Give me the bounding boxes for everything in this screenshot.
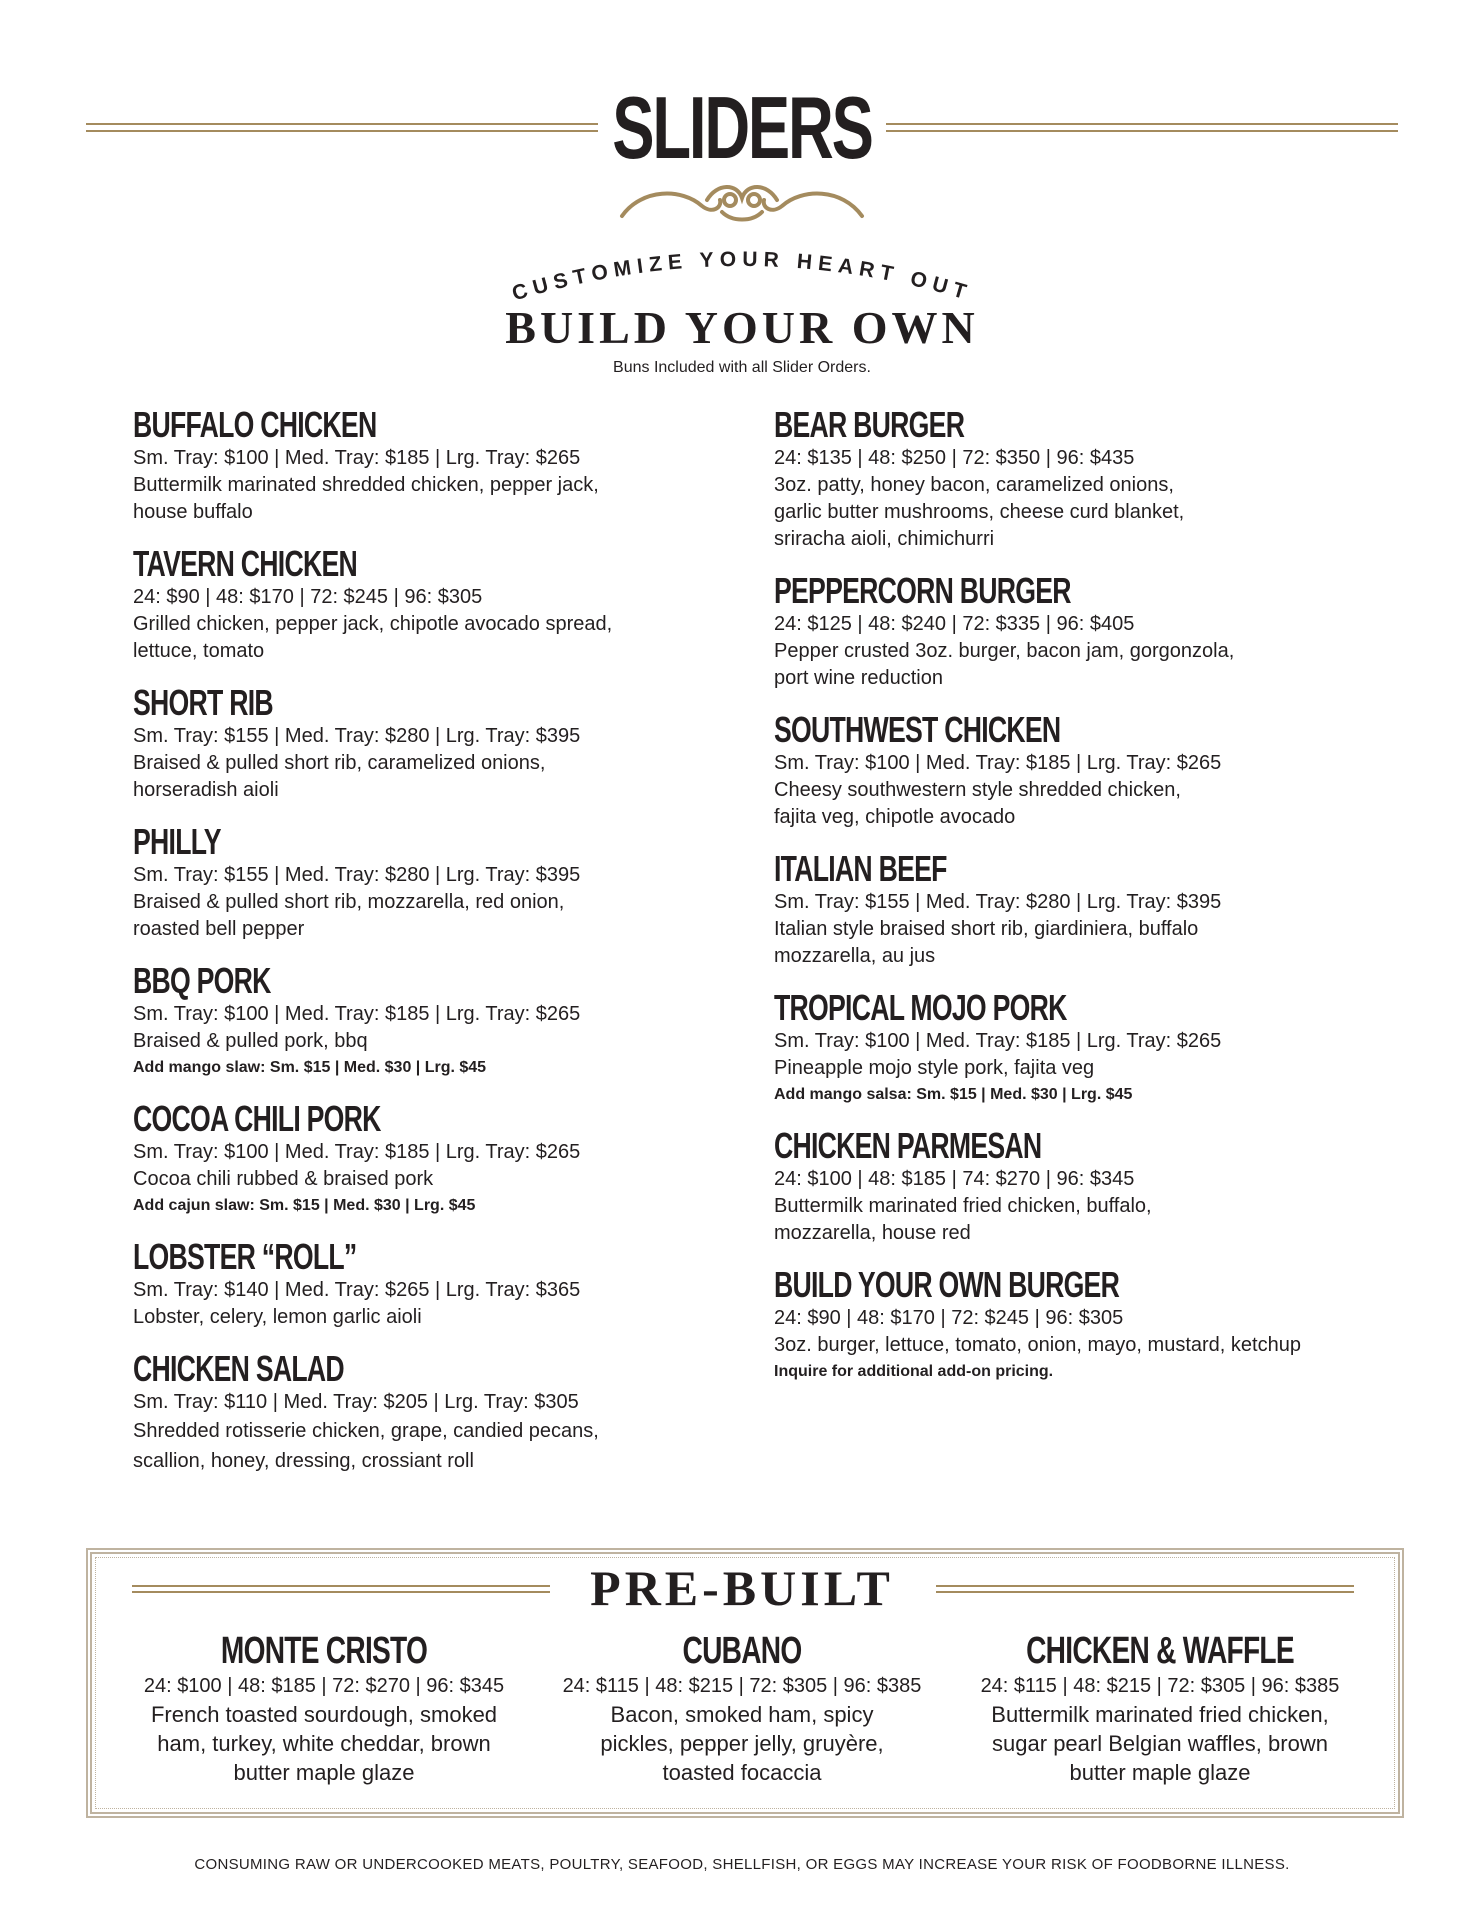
buns-note: Buns Included with all Slider Orders. bbox=[613, 359, 871, 376]
menu-item bbox=[774, 405, 1414, 553]
item-price: Sm. Tray: $100 | Med. Tray: $185 | Lrg. Tray: $265 bbox=[133, 1003, 581, 1025]
item-price: Sm. Tray: $100 | Med. Tray: $185 | Lrg. Tray: $265 bbox=[133, 447, 581, 469]
item-name: TROPICAL MOJO PORK bbox=[774, 987, 1067, 1028]
prebuilt-item bbox=[960, 1630, 1360, 1787]
item-description: Grilled chicken, pepper jack, chipotle avocado spread, lettuce, tomato bbox=[133, 613, 613, 662]
item-description: Lobster, celery, lemon garlic aioli bbox=[133, 1306, 422, 1328]
menu-item bbox=[774, 710, 1414, 831]
item-name: SHORT RIB bbox=[133, 682, 273, 723]
menu-item bbox=[133, 1349, 773, 1476]
menu-item bbox=[133, 405, 773, 526]
item-name: CHICKEN SALAD bbox=[133, 1348, 344, 1389]
item-price: 24: $100 | 48: $185 | 74: $270 | 96: $345 bbox=[774, 1168, 1135, 1190]
item-price: 24: $125 | 48: $240 | 72: $335 | 96: $405 bbox=[774, 613, 1135, 635]
item-price: 24: $135 | 48: $250 | 72: $350 | 96: $435 bbox=[774, 447, 1135, 469]
menu-item bbox=[133, 683, 773, 804]
menu-item bbox=[774, 1126, 1414, 1247]
menu-item bbox=[774, 849, 1414, 970]
item-description: Pepper crusted 3oz. burger, bacon jam, gorgonzola, port wine reduction bbox=[774, 640, 1235, 689]
item-name: SOUTHWEST CHICKEN bbox=[774, 709, 1061, 750]
foodborne-illness-disclaimer: CONSUMING RAW OR UNDERCOOKED MEATS, POULTRY, SEAFOOD, SHELLFISH, OR EGGS MAY INCREASE YOUR RISK OF FOODBORNE ILLNESS. bbox=[194, 1856, 1290, 1873]
prebuilt-item-name: MONTE CRISTO bbox=[220, 1630, 428, 1672]
item-price: Sm. Tray: $100 | Med. Tray: $185 | Lrg. Tray: $265 bbox=[774, 752, 1222, 774]
item-description: Braised & pulled short rib, caramelized onions, horseradish aioli bbox=[133, 752, 546, 801]
item-description: Italian style braised short rib, giardiniera, buffalo mozzarella, au jus bbox=[774, 918, 1199, 967]
item-name: ITALIAN BEEF bbox=[774, 848, 947, 889]
prebuilt-item-description: Buttermilk marinated fried chicken, sugar pearl Belgian waffles, brown butter maple glaze bbox=[991, 1702, 1329, 1785]
item-description: Shredded rotisserie chicken, grape, candied pecans, scallion, honey, dressing, crossiant roll bbox=[133, 1420, 599, 1472]
prebuilt-title: PRE-BUILT bbox=[590, 1560, 894, 1616]
menu-item bbox=[133, 961, 773, 1081]
menu-item bbox=[774, 571, 1414, 692]
tagline-text: CUSTOMIZE YOUR HEART OUT bbox=[509, 247, 975, 306]
prebuilt-item-description: French toasted sourdough, smoked ham, turkey, white cheddar, brown butter maple glaze bbox=[150, 1702, 498, 1785]
item-description: 3oz. burger, lettuce, tomato, onion, mayo, mustard, ketchup bbox=[774, 1334, 1301, 1356]
prebuilt-item-name: CUBANO bbox=[682, 1630, 802, 1672]
item-price: Sm. Tray: $155 | Med. Tray: $280 | Lrg. Tray: $395 bbox=[133, 725, 581, 747]
item-price: Sm. Tray: $110 | Med. Tray: $205 | Lrg. Tray: $305 bbox=[133, 1391, 579, 1413]
item-description: Braised & pulled short rib, mozzarella, red onion, roasted bell pepper bbox=[133, 891, 565, 940]
item-description: Cocoa chili rubbed & braised pork bbox=[133, 1168, 434, 1190]
prebuilt-item-name: CHICKEN & WAFFLE bbox=[1026, 1630, 1294, 1672]
menu-column-left bbox=[133, 405, 773, 1494]
menu-header bbox=[0, 0, 1484, 380]
svg-text:CUSTOMIZE YOUR HEART OUT bbox=[509, 248, 974, 306]
prebuilt-item bbox=[124, 1630, 524, 1787]
prebuilt-item-price: 24: $115 | 48: $215 | 72: $305 | 96: $385 bbox=[562, 1675, 922, 1697]
item-description: Pineapple mojo style pork, fajita veg bbox=[774, 1057, 1095, 1079]
item-description: 3oz. patty, honey bacon, caramelized onions, garlic butter mushrooms, cheese curd blanket, sriracha aioli, chimichurri bbox=[774, 474, 1185, 550]
menu-item bbox=[133, 544, 773, 665]
item-price: Sm. Tray: $100 | Med. Tray: $185 | Lrg. Tray: $265 bbox=[133, 1141, 581, 1163]
menu-item bbox=[774, 988, 1414, 1108]
menu-item bbox=[133, 1099, 773, 1219]
item-description: Braised & pulled pork, bbq bbox=[133, 1030, 368, 1052]
item-addon: Add mango salsa: Sm. $15 | Med. $30 | Lrg. $45 bbox=[774, 1086, 1133, 1103]
item-name: PEPPERCORN BURGER bbox=[774, 570, 1071, 611]
item-price: Sm. Tray: $155 | Med. Tray: $280 | Lrg. Tray: $395 bbox=[774, 891, 1222, 913]
item-price: 24: $90 | 48: $170 | 72: $245 | 96: $305 bbox=[774, 1307, 1124, 1329]
item-price: Sm. Tray: $155 | Med. Tray: $280 | Lrg. Tray: $395 bbox=[133, 864, 581, 886]
item-description: Buttermilk marinated fried chicken, buffalo, mozzarella, house red bbox=[774, 1195, 1152, 1244]
item-price: Sm. Tray: $100 | Med. Tray: $185 | Lrg. Tray: $265 bbox=[774, 1030, 1222, 1052]
page-title: SLIDERS bbox=[612, 78, 872, 177]
flourish-ornament-icon bbox=[612, 178, 872, 228]
menu-item bbox=[774, 1265, 1414, 1385]
item-name: LOBSTER “ROLL” bbox=[133, 1236, 357, 1277]
item-name: TAVERN CHICKEN bbox=[133, 543, 357, 584]
prebuilt-item bbox=[542, 1630, 942, 1787]
item-name: CHICKEN PARMESAN bbox=[774, 1125, 1042, 1166]
item-addon: Add cajun slaw: Sm. $15 | Med. $30 | Lrg. $45 bbox=[133, 1197, 476, 1214]
item-name: PHILLY bbox=[133, 821, 221, 862]
item-description: Buttermilk marinated shredded chicken, pepper jack, house buffalo bbox=[133, 474, 599, 523]
menu-item bbox=[133, 822, 773, 943]
item-name: BEAR BURGER bbox=[774, 404, 965, 445]
item-name: BBQ PORK bbox=[133, 960, 271, 1001]
item-description: Cheesy southwestern style shredded chicken, fajita veg, chipotle avocado bbox=[774, 779, 1181, 828]
item-name: COCOA CHILI PORK bbox=[133, 1098, 381, 1139]
menu-item bbox=[133, 1237, 773, 1331]
item-name: BUFFALO CHICKEN bbox=[133, 404, 377, 445]
item-price: Sm. Tray: $140 | Med. Tray: $265 | Lrg. Tray: $365 bbox=[133, 1279, 581, 1301]
item-price: 24: $90 | 48: $170 | 72: $245 | 96: $305 bbox=[133, 586, 483, 608]
build-your-own-title: BUILD YOUR OWN bbox=[505, 302, 979, 353]
item-addon: Inquire for additional add-on pricing. bbox=[774, 1363, 1054, 1380]
prebuilt-item-description: Bacon, smoked ham, spicy pickles, pepper jelly, gruyère, toasted focaccia bbox=[600, 1702, 884, 1785]
item-name: BUILD YOUR OWN BURGER bbox=[774, 1264, 1120, 1305]
menu-column-right bbox=[774, 405, 1414, 1403]
prebuilt-item-price: 24: $115 | 48: $215 | 72: $305 | 96: $385 bbox=[980, 1675, 1340, 1697]
prebuilt-item-price: 24: $100 | 48: $185 | 72: $270 | 96: $345 bbox=[143, 1675, 505, 1697]
item-addon: Add mango slaw: Sm. $15 | Med. $30 | Lrg. $45 bbox=[133, 1059, 487, 1076]
